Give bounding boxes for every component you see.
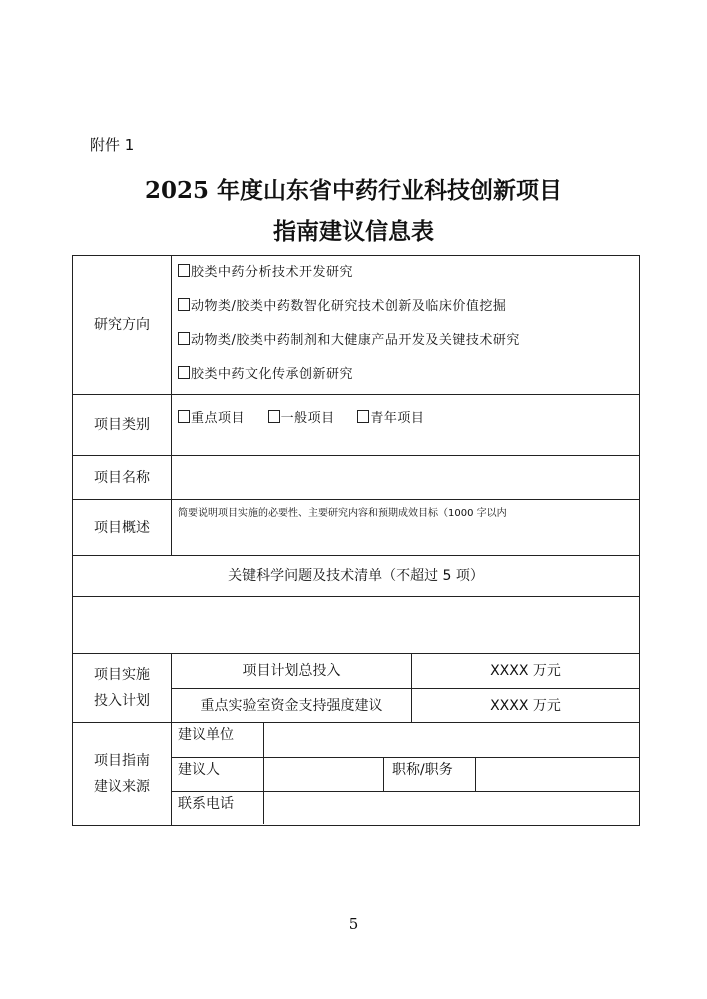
project-name-label: 项目名称 [73, 456, 172, 499]
suggester-unit-field[interactable] [264, 723, 639, 757]
page-number: 5 [348, 915, 359, 933]
suggester-unit-row [172, 723, 639, 757]
row-project-summary [73, 499, 639, 555]
direction-option[interactable]: 胶类中药文化传承创新研究 [172, 358, 639, 392]
contact-phone-label: 联系电话 [172, 792, 264, 824]
category-option[interactable]: 青年项目 [357, 411, 424, 426]
investment-row [172, 654, 639, 688]
suggester-unit-label: 建议单位 [172, 723, 264, 757]
investment-row [172, 688, 639, 722]
investment-item-value[interactable]: XXXX 万元 [490, 698, 561, 714]
investment-plan-label: 项目实施 投入计划 [73, 654, 172, 722]
research-direction-options [172, 256, 639, 394]
row-project-name [73, 455, 639, 499]
contact-phone-field[interactable] [264, 792, 639, 824]
suggester-person-field[interactable] [264, 758, 384, 791]
project-summary-label: 项目概述 [73, 500, 172, 555]
attachment-label: 附件 1 [90, 136, 135, 154]
suggester-person-row [172, 757, 639, 791]
row-key-issues-header [73, 555, 639, 596]
checkbox-icon[interactable] [357, 410, 369, 423]
investment-item-value[interactable]: XXXX 万元 [490, 663, 561, 679]
job-title-label: 职称/职务 [384, 758, 476, 791]
investment-plan-cells [172, 654, 639, 722]
checkbox-icon[interactable] [178, 298, 190, 311]
checkbox-icon[interactable] [178, 332, 190, 345]
row-project-category [73, 394, 639, 455]
direction-option[interactable]: 胶类中药分析技术开发研究 [172, 256, 639, 290]
research-direction-label: 研究方向 [73, 256, 172, 394]
direction-option[interactable]: 动物类/胶类中药制剂和大健康产品开发及关键技术研究 [172, 324, 639, 358]
document-subtitle: 指南建议信息表 [273, 218, 434, 245]
row-key-issues-field [73, 596, 639, 653]
investment-item-label: 项目计划总投入 [172, 654, 412, 688]
row-investment-plan [73, 653, 639, 722]
info-table [72, 255, 640, 826]
suggestion-source-cells [172, 723, 639, 825]
suggestion-source-label: 项目指南 建议来源 [73, 723, 172, 825]
category-option[interactable]: 重点项目 [178, 411, 245, 426]
row-suggestion-source [73, 722, 639, 825]
project-category-label: 项目类别 [73, 395, 172, 455]
category-option[interactable]: 一般项目 [268, 411, 335, 426]
checkbox-icon[interactable] [268, 410, 280, 423]
job-title-field[interactable] [476, 758, 639, 791]
project-name-field[interactable] [172, 456, 639, 499]
checkbox-icon[interactable] [178, 366, 190, 379]
contact-phone-row [172, 791, 639, 824]
checkbox-icon[interactable] [178, 264, 190, 277]
project-summary-field[interactable]: 简要说明项目实施的必要性、主要研究内容和预期成效目标（1000 字以内 [178, 508, 507, 519]
key-issues-heading: 关键科学问题及技术清单（不超过 5 项） [228, 568, 484, 584]
investment-item-label: 重点实验室资金支持强度建议 [172, 689, 412, 722]
direction-option[interactable]: 动物类/胶类中药数智化研究技术创新及临床价值挖掘 [172, 290, 639, 324]
document-title: 2025 年度山东省中药行业科技创新项目 [144, 177, 563, 204]
checkbox-icon[interactable] [178, 410, 190, 423]
row-research-direction [73, 256, 639, 394]
project-category-options [172, 395, 639, 455]
suggester-person-label: 建议人 [172, 758, 264, 791]
key-issues-field[interactable] [73, 597, 639, 653]
